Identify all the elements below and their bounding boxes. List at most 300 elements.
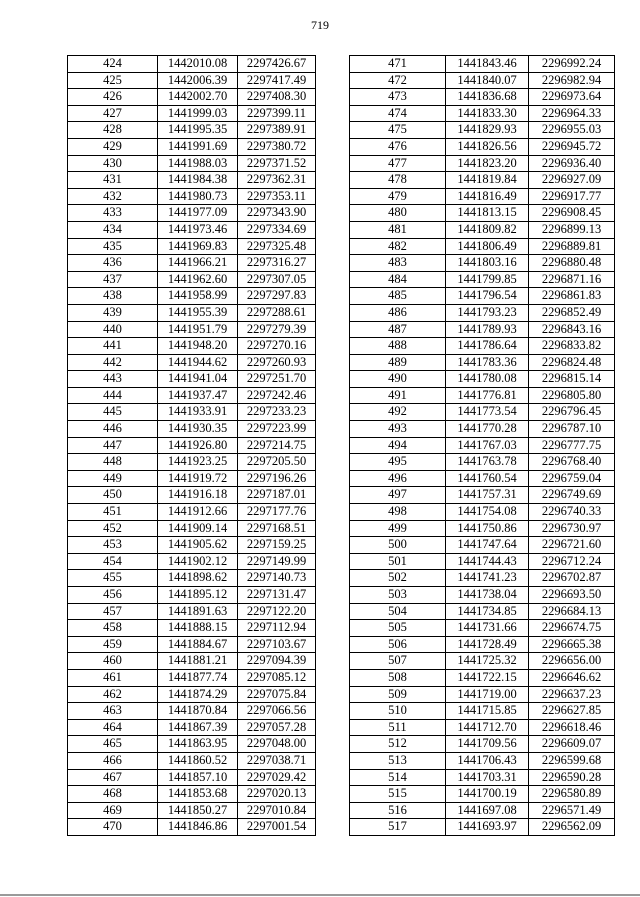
table-row xyxy=(350,653,615,670)
table-row xyxy=(68,172,316,189)
x-coordinate-cell: 1441937.47 xyxy=(158,387,238,404)
x-coordinate-cell: 1441923.25 xyxy=(158,454,238,471)
point-number-cell: 487 xyxy=(350,321,446,338)
y-coordinate-cell: 2297380.72 xyxy=(238,138,316,155)
table-row xyxy=(350,72,615,89)
point-number-cell: 464 xyxy=(68,719,158,736)
x-coordinate-cell: 1441823.20 xyxy=(446,155,529,172)
point-number-cell: 439 xyxy=(68,304,158,321)
y-coordinate-cell: 2297140.73 xyxy=(238,570,316,587)
x-coordinate-cell: 1441826.56 xyxy=(446,138,529,155)
x-coordinate-cell: 1441786.64 xyxy=(446,338,529,355)
table-row xyxy=(350,255,615,272)
point-number-cell: 495 xyxy=(350,454,446,471)
x-coordinate-cell: 1441840.07 xyxy=(446,72,529,89)
table-row xyxy=(350,155,615,172)
table-row xyxy=(68,553,316,570)
table-row xyxy=(350,537,615,554)
y-coordinate-cell: 2297353.11 xyxy=(238,188,316,205)
table-row xyxy=(68,636,316,653)
point-number-cell: 456 xyxy=(68,587,158,604)
table-row xyxy=(350,205,615,222)
table-row xyxy=(350,371,615,388)
point-number-cell: 512 xyxy=(350,736,446,753)
y-coordinate-cell: 2297085.12 xyxy=(238,669,316,686)
point-number-cell: 488 xyxy=(350,338,446,355)
table-row xyxy=(350,802,615,819)
y-coordinate-cell: 2296908.45 xyxy=(529,205,615,222)
y-coordinate-cell: 2297399.11 xyxy=(238,105,316,122)
table-row xyxy=(68,89,316,106)
point-number-cell: 501 xyxy=(350,553,446,570)
point-number-cell: 454 xyxy=(68,553,158,570)
y-coordinate-cell: 2297103.67 xyxy=(238,636,316,653)
point-number-cell: 468 xyxy=(68,786,158,803)
point-number-cell: 513 xyxy=(350,752,446,769)
point-number-cell: 489 xyxy=(350,354,446,371)
y-coordinate-cell: 2297242.46 xyxy=(238,387,316,404)
x-coordinate-cell: 1441725.32 xyxy=(446,653,529,670)
y-coordinate-cell: 2297122.20 xyxy=(238,603,316,620)
table-row xyxy=(68,537,316,554)
y-coordinate-cell: 2297297.83 xyxy=(238,288,316,305)
table-row xyxy=(68,122,316,139)
x-coordinate-cell: 1441741.23 xyxy=(446,570,529,587)
x-coordinate-cell: 1441969.83 xyxy=(158,238,238,255)
x-coordinate-cell: 1441891.63 xyxy=(158,603,238,620)
y-coordinate-cell: 2296927.09 xyxy=(529,172,615,189)
y-coordinate-cell: 2296749.69 xyxy=(529,487,615,504)
y-coordinate-cell: 2296580.89 xyxy=(529,786,615,803)
x-coordinate-cell: 1441867.39 xyxy=(158,719,238,736)
table-row xyxy=(350,138,615,155)
x-coordinate-cell: 1441747.64 xyxy=(446,537,529,554)
y-coordinate-cell: 2296665.38 xyxy=(529,636,615,653)
y-coordinate-cell: 2296571.49 xyxy=(529,802,615,819)
table-row xyxy=(350,404,615,421)
y-coordinate-cell: 2296889.81 xyxy=(529,238,615,255)
point-number-cell: 462 xyxy=(68,686,158,703)
y-coordinate-cell: 2296824.48 xyxy=(529,354,615,371)
x-coordinate-cell: 1441881.21 xyxy=(158,653,238,670)
x-coordinate-cell: 1441712.70 xyxy=(446,719,529,736)
x-coordinate-cell: 1441860.52 xyxy=(158,752,238,769)
x-coordinate-cell: 1441819.84 xyxy=(446,172,529,189)
x-coordinate-cell: 1441757.31 xyxy=(446,487,529,504)
y-coordinate-cell: 2296740.33 xyxy=(529,504,615,521)
x-coordinate-cell: 1441767.03 xyxy=(446,437,529,454)
table-row xyxy=(68,669,316,686)
x-coordinate-cell: 1441988.03 xyxy=(158,155,238,172)
x-coordinate-cell: 1442002.70 xyxy=(158,89,238,106)
x-coordinate-cell: 1441850.27 xyxy=(158,802,238,819)
point-number-cell: 496 xyxy=(350,470,446,487)
y-coordinate-cell: 2297112.94 xyxy=(238,620,316,637)
point-number-cell: 471 xyxy=(350,56,446,73)
x-coordinate-cell: 1441793.23 xyxy=(446,304,529,321)
table-row xyxy=(350,238,615,255)
table-row xyxy=(350,288,615,305)
y-coordinate-cell: 2296880.48 xyxy=(529,255,615,272)
x-coordinate-cell: 1441843.46 xyxy=(446,56,529,73)
point-number-cell: 445 xyxy=(68,404,158,421)
x-coordinate-cell: 1441796.54 xyxy=(446,288,529,305)
x-coordinate-cell: 1441948.20 xyxy=(158,338,238,355)
point-number-cell: 426 xyxy=(68,89,158,106)
x-coordinate-cell: 1441916.18 xyxy=(158,487,238,504)
y-coordinate-cell: 2297075.84 xyxy=(238,686,316,703)
x-coordinate-cell: 1441909.14 xyxy=(158,520,238,537)
x-coordinate-cell: 1441877.74 xyxy=(158,669,238,686)
y-coordinate-cell: 2296861.83 xyxy=(529,288,615,305)
table-row xyxy=(350,56,615,73)
point-number-cell: 442 xyxy=(68,354,158,371)
x-coordinate-cell: 1441962.60 xyxy=(158,271,238,288)
point-number-cell: 449 xyxy=(68,470,158,487)
y-coordinate-cell: 2297307.05 xyxy=(238,271,316,288)
point-number-cell: 434 xyxy=(68,221,158,238)
point-number-cell: 433 xyxy=(68,205,158,222)
table-row xyxy=(68,686,316,703)
y-coordinate-cell: 2296759.04 xyxy=(529,470,615,487)
table-row xyxy=(68,421,316,438)
table-row xyxy=(68,338,316,355)
point-number-cell: 436 xyxy=(68,255,158,272)
table-row xyxy=(68,404,316,421)
table-row xyxy=(350,172,615,189)
coordinates-table-left xyxy=(67,55,316,836)
x-coordinate-cell: 1441958.99 xyxy=(158,288,238,305)
point-number-cell: 504 xyxy=(350,603,446,620)
table-row xyxy=(68,653,316,670)
point-number-cell: 447 xyxy=(68,437,158,454)
y-coordinate-cell: 2297168.51 xyxy=(238,520,316,537)
x-coordinate-cell: 1441863.95 xyxy=(158,736,238,753)
point-number-cell: 441 xyxy=(68,338,158,355)
point-number-cell: 477 xyxy=(350,155,446,172)
point-number-cell: 484 xyxy=(350,271,446,288)
point-number-cell: 435 xyxy=(68,238,158,255)
y-coordinate-cell: 2297389.91 xyxy=(238,122,316,139)
table-row xyxy=(68,786,316,803)
table-row xyxy=(68,205,316,222)
y-coordinate-cell: 2297094.39 xyxy=(238,653,316,670)
point-number-cell: 486 xyxy=(350,304,446,321)
point-number-cell: 446 xyxy=(68,421,158,438)
y-coordinate-cell: 2297417.49 xyxy=(238,72,316,89)
y-coordinate-cell: 2296637.23 xyxy=(529,686,615,703)
y-coordinate-cell: 2297362.31 xyxy=(238,172,316,189)
point-number-cell: 473 xyxy=(350,89,446,106)
point-number-cell: 507 xyxy=(350,653,446,670)
point-number-cell: 457 xyxy=(68,603,158,620)
y-coordinate-cell: 2297288.61 xyxy=(238,304,316,321)
table-row xyxy=(68,138,316,155)
x-coordinate-cell: 1441857.10 xyxy=(158,769,238,786)
x-coordinate-cell: 1441933.91 xyxy=(158,404,238,421)
table-row xyxy=(68,238,316,255)
table-row xyxy=(350,636,615,653)
x-coordinate-cell: 1441697.08 xyxy=(446,802,529,819)
point-number-cell: 428 xyxy=(68,122,158,139)
table-row xyxy=(350,504,615,521)
table-row xyxy=(68,752,316,769)
table-row xyxy=(350,221,615,238)
point-number-cell: 430 xyxy=(68,155,158,172)
y-coordinate-cell: 2296609.07 xyxy=(529,736,615,753)
point-number-cell: 511 xyxy=(350,719,446,736)
point-number-cell: 432 xyxy=(68,188,158,205)
x-coordinate-cell: 1441773.54 xyxy=(446,404,529,421)
table-row xyxy=(68,603,316,620)
point-number-cell: 461 xyxy=(68,669,158,686)
x-coordinate-cell: 1441888.15 xyxy=(158,620,238,637)
table-row xyxy=(68,188,316,205)
y-coordinate-cell: 2297057.28 xyxy=(238,719,316,736)
x-coordinate-cell: 1441930.35 xyxy=(158,421,238,438)
x-coordinate-cell: 1441846.86 xyxy=(158,819,238,836)
point-number-cell: 450 xyxy=(68,487,158,504)
point-number-cell: 508 xyxy=(350,669,446,686)
x-coordinate-cell: 1441884.67 xyxy=(158,636,238,653)
point-number-cell: 474 xyxy=(350,105,446,122)
y-coordinate-cell: 2297426.67 xyxy=(238,56,316,73)
table-row xyxy=(350,354,615,371)
table-row xyxy=(68,736,316,753)
y-coordinate-cell: 2297279.39 xyxy=(238,321,316,338)
table-row xyxy=(68,719,316,736)
point-number-cell: 485 xyxy=(350,288,446,305)
point-number-cell: 463 xyxy=(68,703,158,720)
table-row xyxy=(350,421,615,438)
point-number-cell: 437 xyxy=(68,271,158,288)
y-coordinate-cell: 2297334.69 xyxy=(238,221,316,238)
point-number-cell: 502 xyxy=(350,570,446,587)
point-number-cell: 455 xyxy=(68,570,158,587)
x-coordinate-cell: 1441731.66 xyxy=(446,620,529,637)
x-coordinate-cell: 1441719.00 xyxy=(446,686,529,703)
x-coordinate-cell: 1441874.29 xyxy=(158,686,238,703)
y-coordinate-cell: 2296721.60 xyxy=(529,537,615,554)
x-coordinate-cell: 1441816.49 xyxy=(446,188,529,205)
x-coordinate-cell: 1442006.39 xyxy=(158,72,238,89)
table-row xyxy=(68,470,316,487)
x-coordinate-cell: 1441813.15 xyxy=(446,205,529,222)
point-number-cell: 500 xyxy=(350,537,446,554)
x-coordinate-cell: 1441776.81 xyxy=(446,387,529,404)
y-coordinate-cell: 2296815.14 xyxy=(529,371,615,388)
y-coordinate-cell: 2297214.75 xyxy=(238,437,316,454)
table-row xyxy=(350,769,615,786)
x-coordinate-cell: 1441809.82 xyxy=(446,221,529,238)
x-coordinate-cell: 1441734.85 xyxy=(446,603,529,620)
y-coordinate-cell: 2297048.00 xyxy=(238,736,316,753)
table-row xyxy=(350,819,615,836)
point-number-cell: 483 xyxy=(350,255,446,272)
page-number: 719 xyxy=(311,18,329,32)
y-coordinate-cell: 2296982.94 xyxy=(529,72,615,89)
y-coordinate-cell: 2296562.09 xyxy=(529,819,615,836)
x-coordinate-cell: 1441693.97 xyxy=(446,819,529,836)
table-row xyxy=(350,487,615,504)
table-row xyxy=(350,520,615,537)
x-coordinate-cell: 1441977.09 xyxy=(158,205,238,222)
x-coordinate-cell: 1441783.36 xyxy=(446,354,529,371)
table-row xyxy=(68,371,316,388)
table-row xyxy=(68,570,316,587)
y-coordinate-cell: 2297205.50 xyxy=(238,454,316,471)
x-coordinate-cell: 1441999.03 xyxy=(158,105,238,122)
table-row xyxy=(68,487,316,504)
x-coordinate-cell: 1441853.68 xyxy=(158,786,238,803)
x-coordinate-cell: 1441829.93 xyxy=(446,122,529,139)
point-number-cell: 476 xyxy=(350,138,446,155)
x-coordinate-cell: 1441706.43 xyxy=(446,752,529,769)
table-row xyxy=(350,603,615,620)
point-number-cell: 443 xyxy=(68,371,158,388)
y-coordinate-cell: 2297131.47 xyxy=(238,587,316,604)
x-coordinate-cell: 1441995.35 xyxy=(158,122,238,139)
x-coordinate-cell: 1441738.04 xyxy=(446,587,529,604)
y-coordinate-cell: 2296599.68 xyxy=(529,752,615,769)
y-coordinate-cell: 2297325.48 xyxy=(238,238,316,255)
point-number-cell: 470 xyxy=(68,819,158,836)
point-number-cell: 505 xyxy=(350,620,446,637)
x-coordinate-cell: 1441780.08 xyxy=(446,371,529,388)
table-row xyxy=(350,786,615,803)
point-number-cell: 510 xyxy=(350,703,446,720)
x-coordinate-cell: 1441955.39 xyxy=(158,304,238,321)
table-row xyxy=(350,437,615,454)
y-coordinate-cell: 2296777.75 xyxy=(529,437,615,454)
table-row xyxy=(68,255,316,272)
point-number-cell: 499 xyxy=(350,520,446,537)
table-row xyxy=(350,387,615,404)
y-coordinate-cell: 2297270.16 xyxy=(238,338,316,355)
point-number-cell: 429 xyxy=(68,138,158,155)
table-row xyxy=(350,304,615,321)
table-row xyxy=(350,686,615,703)
y-coordinate-cell: 2297159.25 xyxy=(238,537,316,554)
table-row xyxy=(350,338,615,355)
point-number-cell: 515 xyxy=(350,786,446,803)
x-coordinate-cell: 1441833.30 xyxy=(446,105,529,122)
y-coordinate-cell: 2297316.27 xyxy=(238,255,316,272)
x-coordinate-cell: 1441941.04 xyxy=(158,371,238,388)
table-row xyxy=(68,504,316,521)
y-coordinate-cell: 2296871.16 xyxy=(529,271,615,288)
y-coordinate-cell: 2296730.97 xyxy=(529,520,615,537)
y-coordinate-cell: 2296787.10 xyxy=(529,421,615,438)
table-row xyxy=(350,454,615,471)
point-number-cell: 498 xyxy=(350,504,446,521)
y-coordinate-cell: 2296693.50 xyxy=(529,587,615,604)
table-row xyxy=(68,105,316,122)
y-coordinate-cell: 2297187.01 xyxy=(238,487,316,504)
y-coordinate-cell: 2297029.42 xyxy=(238,769,316,786)
table-row xyxy=(68,304,316,321)
y-coordinate-cell: 2297001.54 xyxy=(238,819,316,836)
table-row xyxy=(68,387,316,404)
point-number-cell: 466 xyxy=(68,752,158,769)
scan-edge-line xyxy=(0,894,640,896)
table-row xyxy=(350,620,615,637)
x-coordinate-cell: 1441806.49 xyxy=(446,238,529,255)
point-number-cell: 465 xyxy=(68,736,158,753)
x-coordinate-cell: 1441715.85 xyxy=(446,703,529,720)
point-number-cell: 460 xyxy=(68,653,158,670)
point-number-cell: 440 xyxy=(68,321,158,338)
x-coordinate-cell: 1441700.19 xyxy=(446,786,529,803)
x-coordinate-cell: 1441803.16 xyxy=(446,255,529,272)
point-number-cell: 479 xyxy=(350,188,446,205)
y-coordinate-cell: 2296618.46 xyxy=(529,719,615,736)
x-coordinate-cell: 1441926.80 xyxy=(158,437,238,454)
table-row xyxy=(350,703,615,720)
point-number-cell: 490 xyxy=(350,371,446,388)
table-row xyxy=(350,122,615,139)
point-number-cell: 497 xyxy=(350,487,446,504)
x-coordinate-cell: 1441973.46 xyxy=(158,221,238,238)
point-number-cell: 427 xyxy=(68,105,158,122)
point-number-cell: 448 xyxy=(68,454,158,471)
x-coordinate-cell: 1441722.15 xyxy=(446,669,529,686)
y-coordinate-cell: 2297066.56 xyxy=(238,703,316,720)
x-coordinate-cell: 1442010.08 xyxy=(158,56,238,73)
x-coordinate-cell: 1441951.79 xyxy=(158,321,238,338)
x-coordinate-cell: 1441789.93 xyxy=(446,321,529,338)
x-coordinate-cell: 1441709.56 xyxy=(446,736,529,753)
x-coordinate-cell: 1441799.85 xyxy=(446,271,529,288)
point-number-cell: 480 xyxy=(350,205,446,222)
y-coordinate-cell: 2297251.70 xyxy=(238,371,316,388)
y-coordinate-cell: 2296852.49 xyxy=(529,304,615,321)
table-row xyxy=(350,271,615,288)
table-row xyxy=(350,188,615,205)
y-coordinate-cell: 2297343.90 xyxy=(238,205,316,222)
x-coordinate-cell: 1441984.38 xyxy=(158,172,238,189)
table-row xyxy=(350,321,615,338)
table-row xyxy=(68,56,316,73)
table-row xyxy=(68,587,316,604)
point-number-cell: 491 xyxy=(350,387,446,404)
y-coordinate-cell: 2296945.72 xyxy=(529,138,615,155)
table-row xyxy=(350,570,615,587)
point-number-cell: 472 xyxy=(350,72,446,89)
table-row xyxy=(350,736,615,753)
table-row xyxy=(350,669,615,686)
point-number-cell: 444 xyxy=(68,387,158,404)
point-number-cell: 469 xyxy=(68,802,158,819)
y-coordinate-cell: 2297371.52 xyxy=(238,155,316,172)
point-number-cell: 438 xyxy=(68,288,158,305)
y-coordinate-cell: 2296899.13 xyxy=(529,221,615,238)
x-coordinate-cell: 1441902.12 xyxy=(158,553,238,570)
point-number-cell: 517 xyxy=(350,819,446,836)
table-row xyxy=(350,470,615,487)
point-number-cell: 509 xyxy=(350,686,446,703)
x-coordinate-cell: 1441944.62 xyxy=(158,354,238,371)
point-number-cell: 481 xyxy=(350,221,446,238)
x-coordinate-cell: 1441870.84 xyxy=(158,703,238,720)
y-coordinate-cell: 2296674.75 xyxy=(529,620,615,637)
y-coordinate-cell: 2297408.30 xyxy=(238,89,316,106)
x-coordinate-cell: 1441905.62 xyxy=(158,537,238,554)
y-coordinate-cell: 2297149.99 xyxy=(238,553,316,570)
y-coordinate-cell: 2296964.33 xyxy=(529,105,615,122)
y-coordinate-cell: 2296796.45 xyxy=(529,404,615,421)
y-coordinate-cell: 2296646.62 xyxy=(529,669,615,686)
